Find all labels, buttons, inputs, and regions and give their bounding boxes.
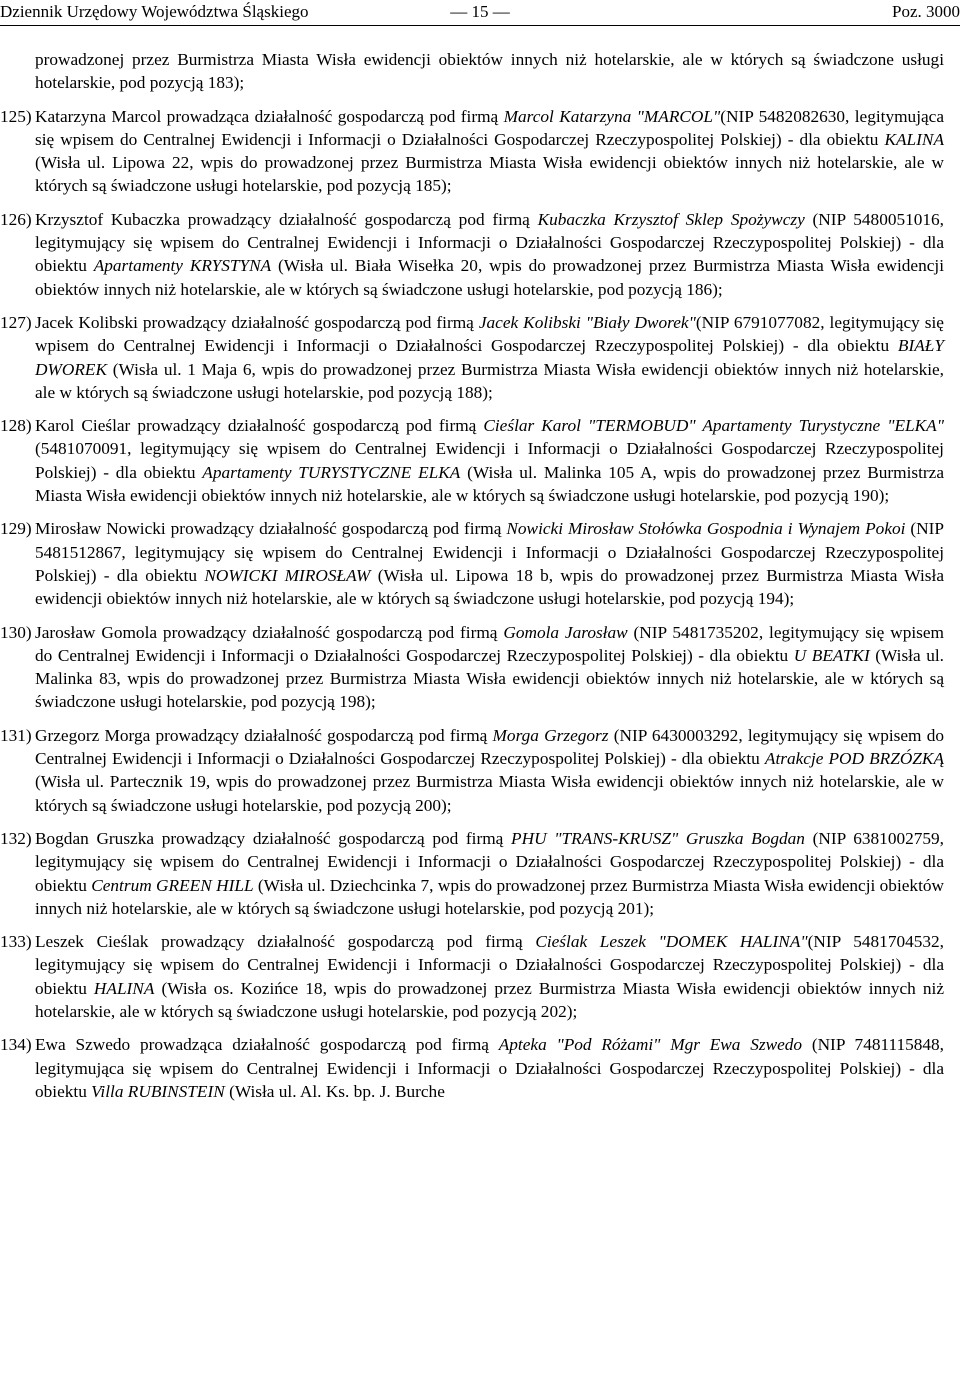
entry-text: Ewa Szwedo prowadząca działalność gospodarczą pod firmą (35, 1035, 499, 1055)
firm-name: Kubaczka Krzysztof Sklep Spożywczy (537, 209, 805, 229)
entry-number: 129) (0, 519, 32, 539)
page-header (0, 0, 960, 28)
firm-name: Gomola Jarosław (503, 622, 628, 642)
entry-text: (Wisła ul. Partecznik 19, wpis do prowadzonej przez Burmistrza Miasta Wisła ewidencji obiektów innych niż hotelarskie, ale w których są świadczone usługi hotelarskie, pod pozycją 200); (35, 772, 944, 815)
journal-title: Dziennik Urzędowy Województwa Śląskiego (0, 2, 309, 21)
entry-list (0, 105, 944, 1104)
object-name: KALINA (884, 129, 944, 149)
entry-number: 133) (0, 932, 32, 952)
entry-number: 130) (0, 622, 32, 642)
list-item (0, 105, 944, 198)
firm-name: PHU "TRANS-KRUSZ" Gruszka Bogdan (511, 828, 805, 848)
firm-name: Marcol Katarzyna "MARCOL" (503, 106, 721, 126)
entry-text: (Wisła ul. Malinka 83, wpis do prowadzonej przez Burmistrza Miasta Wisła ewidencji obiektów innych niż hotelarskie, ale w których są świadczone usługi hotelarskie, pod pozycją 198); (35, 645, 944, 712)
firm-name: Cieślar Karol "TERMOBUD" Apartamenty Turystyczne "ELKA" (483, 416, 944, 436)
list-item (0, 724, 944, 817)
firm-name: Jacek Kolibski "Biały Dworek" (478, 312, 696, 332)
list-item (0, 311, 944, 404)
list-item (0, 621, 944, 714)
object-name: Apartamenty TURYSTYCZNE ELKA (202, 462, 461, 482)
list-item (0, 517, 944, 610)
entry-text: (NIP 5481704532, legitymujący się wpisem do Centralnej Ewidencji i Informacji o Działalności Gospodarczej Rzeczypospolitej Polskiej) - dla obiektu (35, 932, 944, 998)
entry-text: Katarzyna Marcol prowadząca działalność gospodarczą pod firmą (35, 106, 504, 126)
object-name: Apartamenty KRYSTYNA (93, 256, 272, 276)
entry-text: Jacek Kolibski prowadzący działalność gospodarczą pod firmą (35, 312, 479, 332)
entry-text: (Wisła ul. Malinka 105 A, wpis do prowadzonej przez Burmistrza Miasta Wisła ewidencji obiektów innych niż hotelarskie, ale w których są świadczone usługi hotelarskie, pod pozycją 190); (35, 462, 945, 506)
entry-text: Leszek Cieślak prowadzący działalność gospodarczą pod firmą (35, 932, 536, 952)
entry-text: Bogdan Gruszka prowadzący działalność gospodarczą pod firmą (35, 828, 512, 848)
entry-text: (Wisła ul. Lipowa 18 b, wpis do prowadzonej przez Burmistrza Miasta Wisła ewidencji obiektów innych niż hotelarskie, ale w których są świadczone usługi hotelarskie, pod pozycją 194); (35, 565, 944, 609)
entry-text: Jarosław Gomola prowadzący działalność gospodarczą pod firmą (35, 622, 504, 642)
entry-text: (NIP 5481512867, legitymujący się wpisem do Centralnej Ewidencji i Informacji o Działalności Gospodarczej Rzeczypospolitej Polskiej) - dla obiektu (35, 519, 944, 585)
entry-text: Mirosław Nowicki prowadzący działalność gospodarczą pod firmą (35, 519, 507, 539)
entry-number: 127) (0, 312, 32, 332)
entry-text: (5481070091, legitymujący się wpisem do Centralnej Ewidencji i Informacji o Działalności Gospodarczej Rzeczypospolitej Polskiej) - dla obiektu (35, 439, 944, 482)
entry-text: (NIP 6791077082, legitymujący się wpisem do Centralnej Ewidencji i Informacji o Działalności Gospodarczej Rzeczypospolitej Polskiej) - dla obiektu (35, 312, 944, 356)
object-name: HALINA (93, 978, 155, 998)
object-name: U BEATKI (793, 645, 870, 665)
object-name: Villa RUBINSTEIN (91, 1081, 225, 1101)
object-name: BIAŁY DWOREK (35, 336, 944, 379)
entry-text: (Wisła ul. Biała Wisełka 20, wpis do prowadzonej przez Burmistrza Miasta Wisła ewidencji obiektów innych niż hotelarskie, ale w których są świadczone usługi hotelarskie, pod pozycją 186); (35, 256, 944, 299)
entry-text: Karol Cieślar prowadzący działalność gospodarczą pod firmą (35, 416, 484, 436)
list-item (0, 930, 944, 1023)
continued-paragraph: prowadzonej przez Burmistrza Miasta Wisła ewidencji obiektów innych niż hotelarskie, ale w których są świadczone usługi hotelarskie, pod pozycją 183); (35, 50, 944, 93)
entry-number: 132) (0, 828, 32, 848)
firm-name: Cieślak Leszek "DOMEK HALINA" (535, 932, 808, 952)
page-number: — 15 — (450, 2, 510, 21)
header-rule (0, 25, 960, 26)
entry-text: Grzegorz Morga prowadzący działalność gospodarczą pod firmą (35, 725, 493, 745)
entry-text: (NIP 5480051016, legitymujący się wpisem do Centralnej Ewidencji i Informacji o Działalności Gospodarczej Rzeczypospolitej Polskiej) - dla obiektu (35, 209, 945, 276)
entry-text: (Wisła ul. Dziechcinka 7, wpis do prowadzonej przez Burmistrza Miasta Wisła ewidencji obiektów innych niż hotelarskie, ale w których są świadczone usługi hotelarskie, pod pozycją 201); (35, 875, 944, 918)
entry-number: 126) (0, 209, 32, 229)
entry-text: (Wisła ul. Al. Ks. bp. J. Burche (224, 1081, 445, 1101)
document-body (0, 48, 944, 1113)
list-item (0, 827, 944, 920)
entry-text: (Wisła ul. Lipowa 22, wpis do prowadzonej przez Burmistrza Miasta Wisła ewidencji obiektów innych niż hotelarskie, ale w których są świadczone usługi hotelarskie, pod pozycją 185); (35, 153, 944, 196)
entry-text: Krzysztof Kubaczka prowadzący działalność gospodarczą pod firmą (35, 209, 538, 229)
firm-name: Morga Grzegorz (492, 725, 609, 745)
entry-text: (NIP 5481735202, legitymujący się wpisem do Centralnej Ewidencji i Informacji o Działalności Gospodarczej Rzeczypospolitej Polskiej) - dla obiektu (35, 622, 944, 665)
firm-name: Apteka "Pod Różami" Mgr Ewa Szwedo (498, 1035, 803, 1055)
entry-text: (NIP 7481115848, legitymująca się wpisem do Centralnej Ewidencji i Informacji o Działalności Gospodarczej Rzeczypospolitej Polskiej) - dla obiektu (35, 1035, 944, 1101)
entry-number: 134) (0, 1035, 32, 1055)
object-name: Centrum GREEN HILL (91, 875, 254, 895)
object-name: Atrakcje POD BRZÓZKĄ (764, 749, 944, 769)
entry-number: 131) (0, 725, 32, 745)
entry-text: (Wisła os. Kozińce 18, wpis do prowadzonej przez Burmistrza Miasta Wisła ewidencji obiektów innych niż hotelarskie, ale w których są świadczone usługi hotelarskie, pod pozycją 202); (35, 978, 944, 1021)
list-item (0, 414, 944, 507)
position-number: Poz. 3000 (892, 2, 960, 21)
entry-text: (NIP 6430003292, legitymujący się wpisem do Centralnej Ewidencji i Informacji o Działalności Gospodarczej Rzeczypospolitej Polskiej) - dla obiektu (35, 725, 944, 769)
object-name: NOWICKI MIROSŁAW (204, 565, 371, 585)
list-item (0, 1033, 944, 1103)
entry-text: (NIP 5482082630, legitymująca się wpisem do Centralnej Ewidencji i Informacji o Działalności Gospodarczej Rzeczypospolitej Polskiej) - dla obiektu (35, 106, 945, 149)
entry-text: (Wisła ul. 1 Maja 6, wpis do prowadzonej przez Burmistrza Miasta Wisła ewidencji obiektów innych niż hotelarskie, ale w których są świadczone usługi hotelarskie, pod pozycją 188); (35, 359, 944, 402)
entry-number: 128) (0, 416, 32, 436)
list-item (0, 208, 944, 301)
firm-name: Nowicki Mirosław Stołówka Gospodnia i Wynajem Pokoi (506, 519, 906, 539)
entry-number: 125) (0, 106, 32, 126)
entry-text: (NIP 6381002759, legitymujący się wpisem do Centralnej Ewidencji i Informacji o Działalności Gospodarczej Rzeczypospolitej Polskiej) - dla obiektu (35, 828, 944, 895)
